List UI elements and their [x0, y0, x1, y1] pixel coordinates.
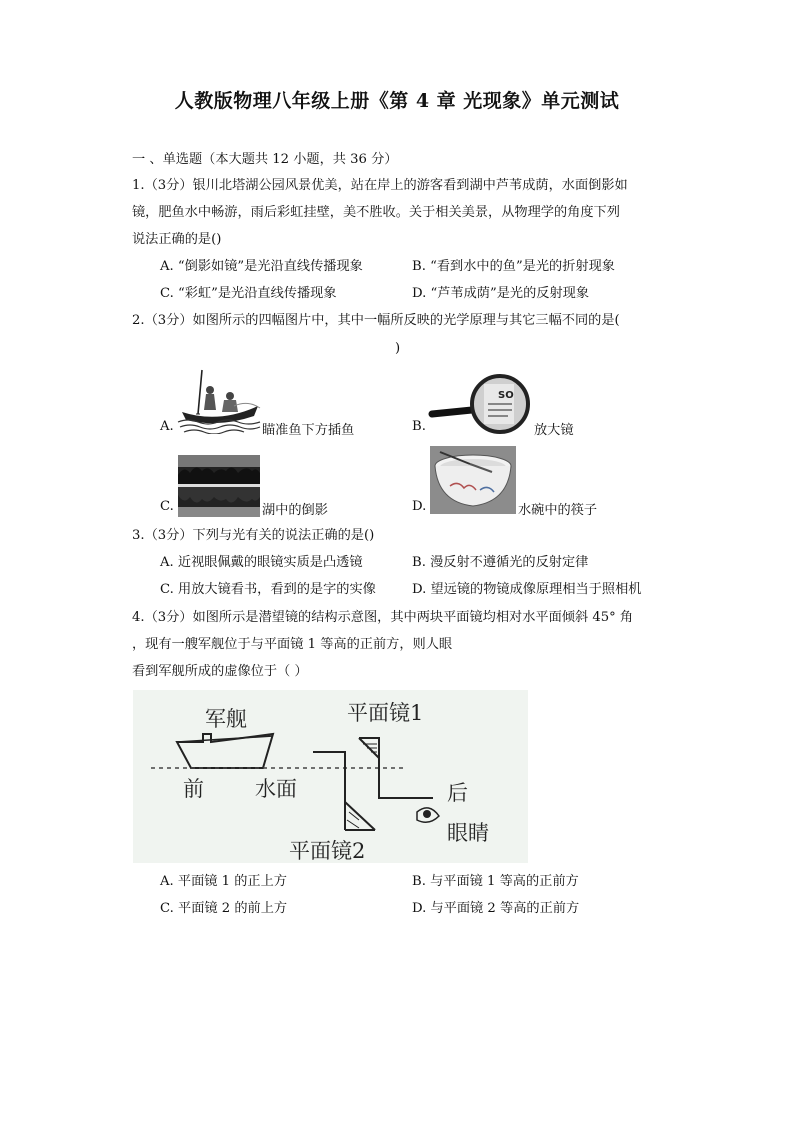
q2-option-a-caption: 瞄准鱼下方插鱼	[262, 423, 355, 438]
q4-option-d: D. 与平面镜 2 等高的正前方	[412, 901, 580, 916]
q4-stem-line-1: 4.（3分）如图所示是潜望镜的结构示意图，其中两块平面镜均相对水平面倾斜 45° 角	[132, 610, 634, 625]
label-water-surface: 水面	[255, 777, 297, 801]
magnifier-text: SO	[498, 390, 514, 401]
q2-option-a-label: A.	[160, 419, 174, 434]
q1-stem-line-3: 说法正确的是()	[132, 232, 222, 247]
q2-stem-line-2: )	[395, 341, 401, 356]
q1-option-d: D. “芦苇成荫”是光的反射现象	[412, 286, 590, 301]
q1-option-c: C. “彩虹”是光沿直线传播现象	[160, 286, 337, 301]
q3-option-c: C. 用放大镜看书，看到的是字的实像	[160, 582, 376, 597]
q4-option-c: C. 平面镜 2 的前上方	[160, 901, 288, 916]
q2-stem-line-1: 2.（3分）如图所示的四幅图片中，其中一幅所反映的光学原理与其它三幅不同的是(	[132, 313, 620, 328]
q2-option-b-label: B.	[412, 419, 426, 434]
q1-stem-line-1: 1.（3分）银川北塔湖公园风景优美，站在岸上的游客看到湖中芦苇成荫，水面倒影如	[132, 178, 628, 193]
q4-stem-line-2: ，现有一艘军舰位于与平面镜 1 等高的正前方，则人眼	[132, 637, 453, 652]
q2-option-c-label: C.	[160, 499, 174, 514]
q2-option-d-caption: 水碗中的筷子	[518, 503, 598, 518]
label-mirror-2: 平面镜2	[289, 839, 366, 863]
label-back: 后	[447, 781, 468, 805]
label-front: 前	[183, 777, 204, 801]
label-ship: 军舰	[205, 707, 247, 731]
q4-stem-line-3: 看到军舰所成的虚像位于（ ）	[132, 664, 308, 679]
bowl-chopsticks-image	[430, 446, 516, 514]
document-title: 人教版物理八年级上册《第 4 章 光现象》单元测试	[174, 90, 620, 112]
fisherman-boat-image	[176, 366, 262, 434]
q1-option-a: A. “倒影如镜”是光沿直线传播现象	[160, 259, 363, 274]
section-heading: 一 、单选题（本大题共 12 小题，共 36 分）	[132, 152, 398, 167]
q1-option-b: B. “看到水中的鱼”是光的折射现象	[412, 259, 615, 274]
q3-stem: 3.（3分）下列与光有关的说法正确的是()	[132, 528, 375, 543]
q2-option-c-caption: 湖中的倒影	[262, 503, 328, 518]
q3-option-b: B. 漫反射不遵循光的反射定律	[412, 555, 589, 570]
magnifier-image	[428, 370, 532, 436]
q4-option-a: A. 平面镜 1 的正上方	[160, 874, 287, 889]
label-eye: 眼睛	[447, 821, 489, 845]
label-mirror-1: 平面镜1	[347, 701, 424, 725]
q4-option-b: B. 与平面镜 1 等高的正前方	[412, 874, 579, 889]
q2-option-d-label: D.	[412, 499, 427, 514]
q3-option-a: A. 近视眼佩戴的眼镜实质是凸透镜	[160, 555, 363, 570]
periscope-diagram	[133, 690, 528, 863]
q1-stem-line-2: 镜，肥鱼水中畅游，雨后彩虹挂壁，美不胜收。关于相关美景，从物理学的角度下列	[132, 205, 620, 220]
q2-option-b-caption: 放大镜	[534, 423, 574, 438]
lake-reflection-image	[178, 455, 260, 517]
q3-option-d: D. 望远镜的物镜成像原理相当于照相机	[412, 582, 642, 597]
